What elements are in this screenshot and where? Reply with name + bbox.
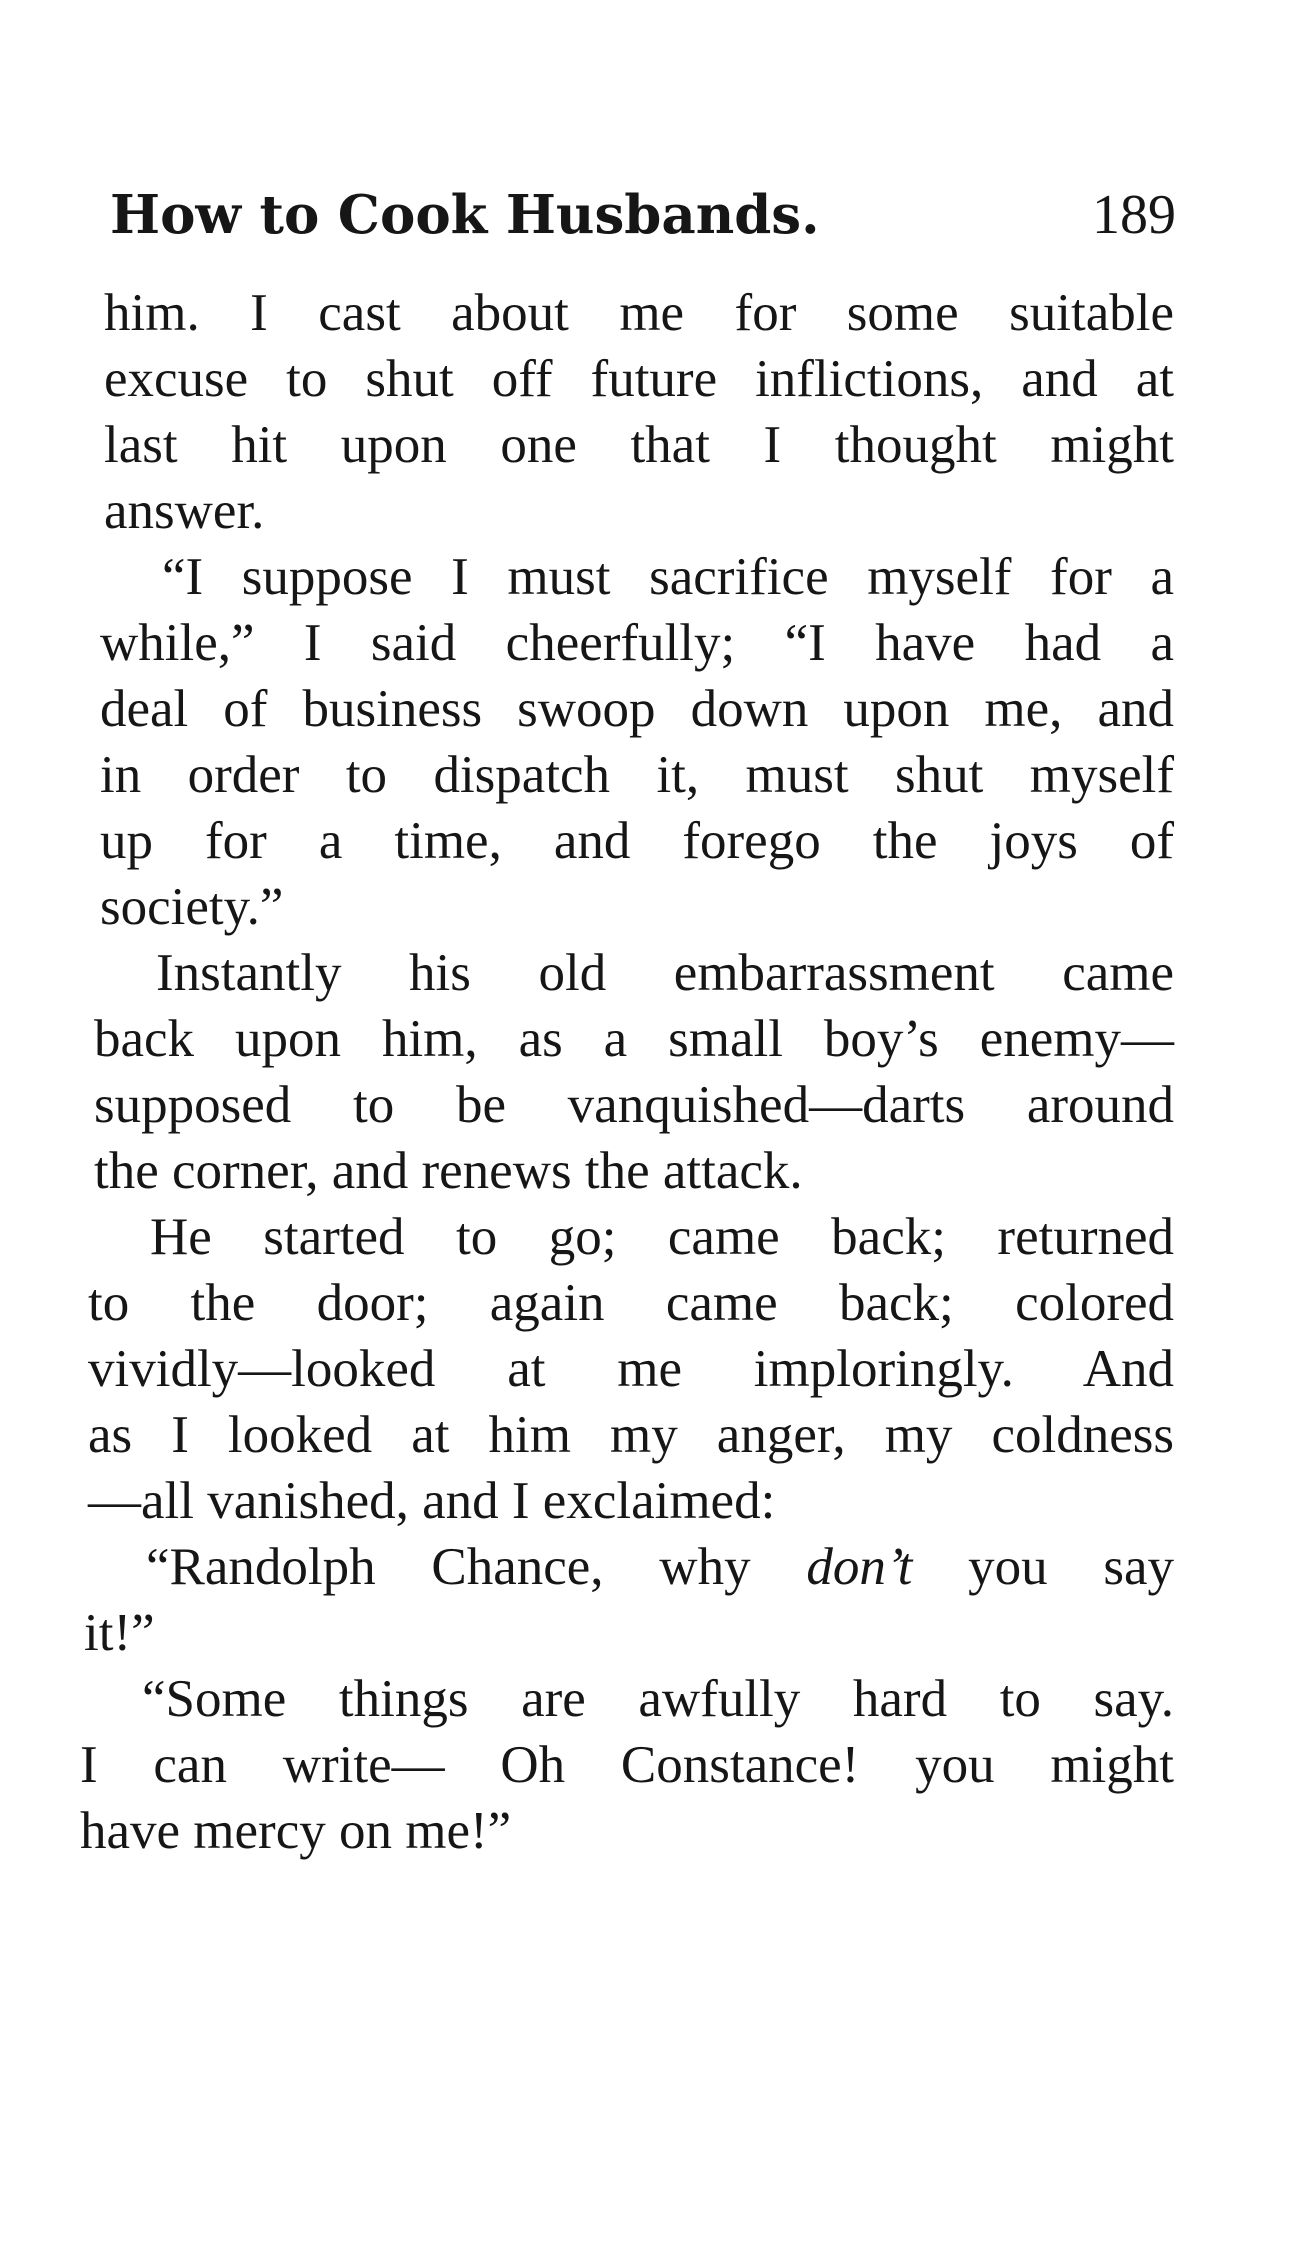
text-line: “I suppose I must sacrifice myself for a — [162, 548, 1174, 606]
text-line: it!” — [84, 1604, 155, 1662]
paragraph — [94, 544, 1174, 940]
page-number: 189 — [1092, 184, 1176, 246]
text-line: society.” — [100, 878, 284, 936]
text-line: in order to dispatch it, must shut myself — [100, 746, 1174, 804]
paragraph — [80, 1666, 1174, 1864]
text-line: while,” I said cheerfully; “I have had a — [100, 614, 1174, 672]
text-line: excuse to shut off future inflictions, and at — [104, 350, 1174, 408]
body-text — [80, 280, 1174, 1864]
text-run: “Randolph Chance, why — [146, 1538, 807, 1596]
text-line: last hit upon one that I thought might — [104, 416, 1174, 474]
text-line: have mercy on me!” — [80, 1802, 512, 1860]
text-line: up for a time, and forego the joys of — [100, 812, 1174, 870]
text-line: supposed to be vanquished—darts around — [94, 1076, 1174, 1134]
paragraph — [94, 280, 1174, 544]
text-line: him. I cast about me for some suitable — [104, 284, 1174, 342]
text-run: you say — [912, 1538, 1174, 1596]
text-line: as I looked at him my anger, my coldness — [88, 1406, 1174, 1464]
text-line: “Some things are awfully hard to say. — [142, 1670, 1174, 1728]
text-line: the corner, and renews the attack. — [94, 1142, 803, 1200]
text-line: He started to go; came back; returned — [150, 1208, 1174, 1266]
text-line: Instantly his old embarrassment came — [156, 944, 1174, 1002]
text-line: I can write— Oh Constance! you might — [80, 1736, 1174, 1794]
chapter-title: How to Cook Husbands. — [110, 184, 820, 246]
text-line: back upon him, as a small boy’s enemy— — [94, 1010, 1174, 1068]
text-line: answer. — [104, 482, 265, 540]
running-head — [110, 180, 1176, 250]
text-line: vividly—looked at me imploringly. And — [88, 1340, 1174, 1398]
paragraph — [84, 1534, 1174, 1666]
emphasis: don’t — [806, 1538, 913, 1596]
text-line: to the door; again came back; colored — [88, 1274, 1174, 1332]
paragraph — [88, 1204, 1174, 1534]
text-line: deal of business swoop down upon me, and — [100, 680, 1174, 738]
paragraph — [94, 940, 1174, 1204]
text-line — [84, 1534, 1174, 1600]
text-line: —all vanished, and I exclaimed: — [88, 1472, 776, 1530]
